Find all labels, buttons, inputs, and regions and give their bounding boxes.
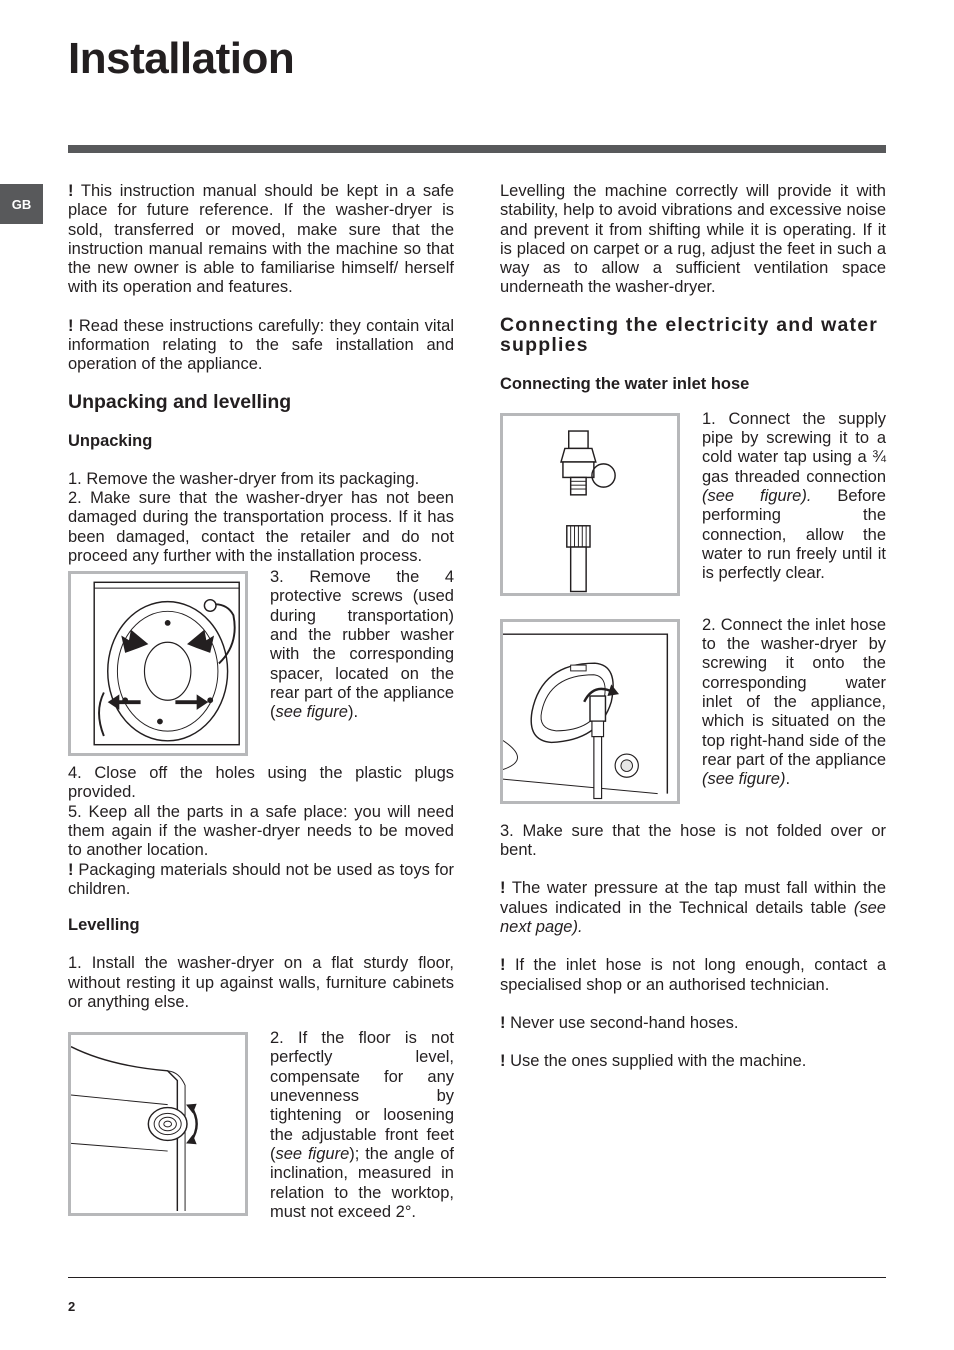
page-number: 2 [68,1299,76,1314]
warning-mark: ! [500,879,506,898]
section-heading-unpacking-levelling: Unpacking and levelling [68,390,292,413]
tap-and-hose-illustration [503,416,677,593]
language-tab: GB [0,184,43,224]
water-inlet-illustration [503,622,677,801]
packaging-warning: ! Packaging materials should not be used as toys for children. [68,860,454,898]
left-column [68,182,454,1222]
washer-foot-illustration [71,1035,245,1213]
level-figure-row [68,1029,454,1222]
tap-figure-row [500,409,886,596]
washer-rear-illustration [71,574,245,753]
tap-connection-figure [500,413,680,596]
subheading-water-inlet-hose: Connecting the water inlet hose [500,374,750,393]
unpack-step-1: 1. Remove the washer-dryer from its packaging. [68,469,420,488]
intro-paragraph-1: ! This instruction manual should be kept in a safe place for future reference. If the washer-dryer is sold, transferred or moved, make sure that the instruction manual remains with the machine so that the new owner is able to familiarise himself/ herself with its operation and features. [68,182,455,297]
page-title: Installation [68,34,295,83]
warning-supplied-hoses: ! Use the ones supplied with the machine. [500,1052,807,1071]
water-inlet-figure [500,619,680,804]
intro-paragraph-2: ! Read these instructions carefully: they contain vital information relating to the safe installation and operation of the appliance. [68,316,454,374]
warning-mark: ! [500,956,506,975]
unpack-step-2: 2. Make sure that the washer-dryer has not been damaged during the transportation process. If it has been damaged, contact the retailer and do not proceed any further with the installation process. [68,488,454,565]
header-rule [68,145,886,153]
unpack-step-5: 5. Keep all the parts in a safe place: you will need them again if the washer-dryer needs to be moved to another location. [68,802,454,860]
warning-mark: ! [500,1052,506,1071]
unpack-step-4: 4. Close off the holes using the plastic plugs provided. [68,764,454,802]
section-heading-connecting-supplies: Connecting the electricity and water supplies [500,313,879,356]
subheading-levelling: Levelling [68,916,140,935]
warning-water-pressure: ! The water pressure at the tap must fall within the values indicated in the Technical details table (see next page). [500,879,886,936]
hose-step-3: 3. Make sure that the hose is not folded over or bent. [500,821,886,860]
rear-screws-figure [68,571,248,756]
warning-mark: ! [68,860,74,879]
level-step-2: 2. If the floor is not perfectly level, compensate for any unevenness by tightening or loosening the adjustable front feet (see figure); the angle of inclination, measured in relation to the worktop, must not exceed 2°. [270,1029,454,1221]
subheading-unpacking: Unpacking [68,431,153,450]
warning-mark: ! [68,316,74,335]
footer-rule [68,1277,886,1278]
warning-mark: ! [68,182,74,200]
warning-second-hand: ! Never use second-hand hoses. [500,1013,739,1032]
levelling-explanation: Levelling the machine correctly will provide it with stability, help to avoid vibrations and excessive noise and prevent it from shifting while it is operating. If it is placed on carpet or a rug, adjust the feet in such a way as to allow a sufficient ventilation space underneath the washer-dryer. [500,182,886,297]
hose-step-2: 2. Connect the inlet hose to the washer-dryer by screwing it onto the corresponding water inlet of the appliance, which is situated on the top right-hand side of the rear part of the appliance (see figure). [702,615,886,789]
unpack-figure-row [68,568,454,756]
inlet-figure-row [500,615,886,804]
warning-mark: ! [500,1013,506,1032]
unpack-step-3: 3. Remove the 4 protective screws (used during transportation) and the rubber washer with the corresponding spacer, located on the rear part of the appliance (see figure). [270,568,454,722]
warning-hose-length: ! If the inlet hose is not long enough, contact a specialised shop or an authorised technician. [500,956,886,994]
hose-step-1: 1. Connect the supply pipe by screwing it to a cold water tap using a ¾ gas threaded connection (see figure). Before performing the connection, allow the water to run freely until it is perfectly clear. [702,409,886,583]
adjustable-feet-figure [68,1032,248,1216]
right-column [500,182,886,1071]
level-step-1: 1. Install the washer-dryer on a flat sturdy floor, without resting it up against walls, furniture cabinets or anything else. [68,954,454,1011]
